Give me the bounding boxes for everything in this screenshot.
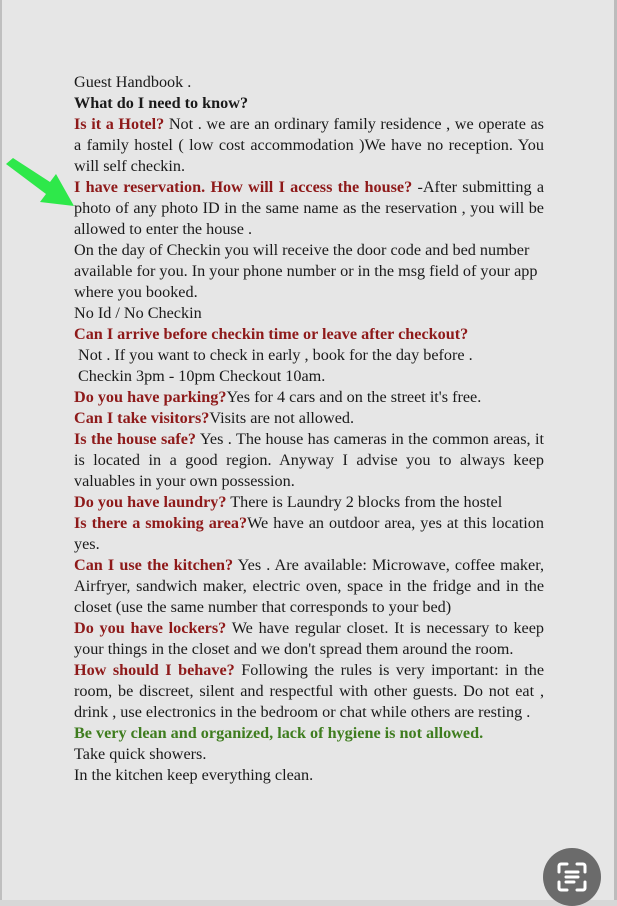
faq-answer: Visits are not allowed. [209,409,355,427]
faq-question: Do you have lockers? [74,619,227,637]
faq-question: I have reservation. How will I access the house? [74,178,413,196]
kitchen-rule: In the kitchen keep everything clean. [74,766,314,784]
faq-answer: Yes . The house has cameras in the common areas, it is located in a good region. Anyway I advise you to always keep valuables in your own possession. [74,430,544,490]
faq-reservation [74,177,544,240]
no-id-text: No Id / No Checkin [74,304,202,322]
faq-answer: Yes . Are available: Microwave, coffee maker, Airfryer, sandwich maker, electric oven, space in the fridge and in the closet (use the same number that corresponds to your bed) [74,556,544,616]
faq-question: Is there a smoking area? [74,514,248,532]
faq-answer: Yes for 4 cars and on the street it's free. [226,388,482,406]
faq-question: Can I take visitors? [74,409,210,427]
faq-answer: Not . If you want to check in early , book for the day before . [78,346,473,364]
checkin-hours: Checkin 3pm - 10pm Checkout 10am. [78,367,326,385]
handbook-subtitle: What do I need to know? [74,94,249,112]
faq-answer: Not . we are an ordinary family residence , we operate as a family hostel ( low cost accommodation )We have no reception. You will self checkin. [74,115,544,175]
handbook-text [74,72,544,786]
showers-rule: Take quick showers. [74,745,207,763]
hygiene-rule: Be very clean and organized, lack of hygiene is not allowed. [74,724,484,742]
faq-answer: We have regular closet. It is necessary to keep your things in the closet and we don't spread them around the room. [74,619,544,658]
faq-answer: We have an outdoor area, yes at this location yes. [74,514,544,553]
green-arrow-icon [4,158,76,208]
faq-question: How should I behave? [74,661,235,679]
faq-safe [74,429,544,492]
faq-smoking [74,513,544,555]
faq-question: Do you have parking? [74,388,227,406]
scan-text-icon [555,860,589,894]
faq-lockers [74,618,544,660]
faq-visitors [74,408,544,429]
faq-question: Can I use the kitchen? [74,556,234,574]
faq-kitchen [74,555,544,618]
faq-behave [74,660,544,723]
faq-laundry [74,492,544,513]
faq-question: Can I arrive before checkin time or leave after checkout? [74,325,469,343]
faq-question: Do you have laundry? [74,493,227,511]
checkin-day-text: On the day of Checkin you will receive the door code and bed number available for you. In your phone number or in the msg field of your app where you booked. [74,241,538,301]
faq-question: Is the house safe? [74,430,197,448]
faq-answer: Following the rules is very important: in the room, be discreet, silent and respectful with other guests. Do not eat , drink , use electronics in the bedroom or chat while others are resting . [74,661,545,721]
lens-button[interactable] [543,848,601,906]
faq-answer: There is Laundry 2 blocks from the hostel [226,493,503,511]
handbook-title: Guest Handbook . [74,73,192,91]
faq-answer: -After submitting a photo of any photo ID in the same name as the reservation , you will be allowed to enter the house . [74,178,545,238]
faq-parking [74,387,544,408]
faq-question: Is it a Hotel? [74,115,165,133]
page-edge-left [0,0,2,900]
faq-hotel [74,114,544,177]
